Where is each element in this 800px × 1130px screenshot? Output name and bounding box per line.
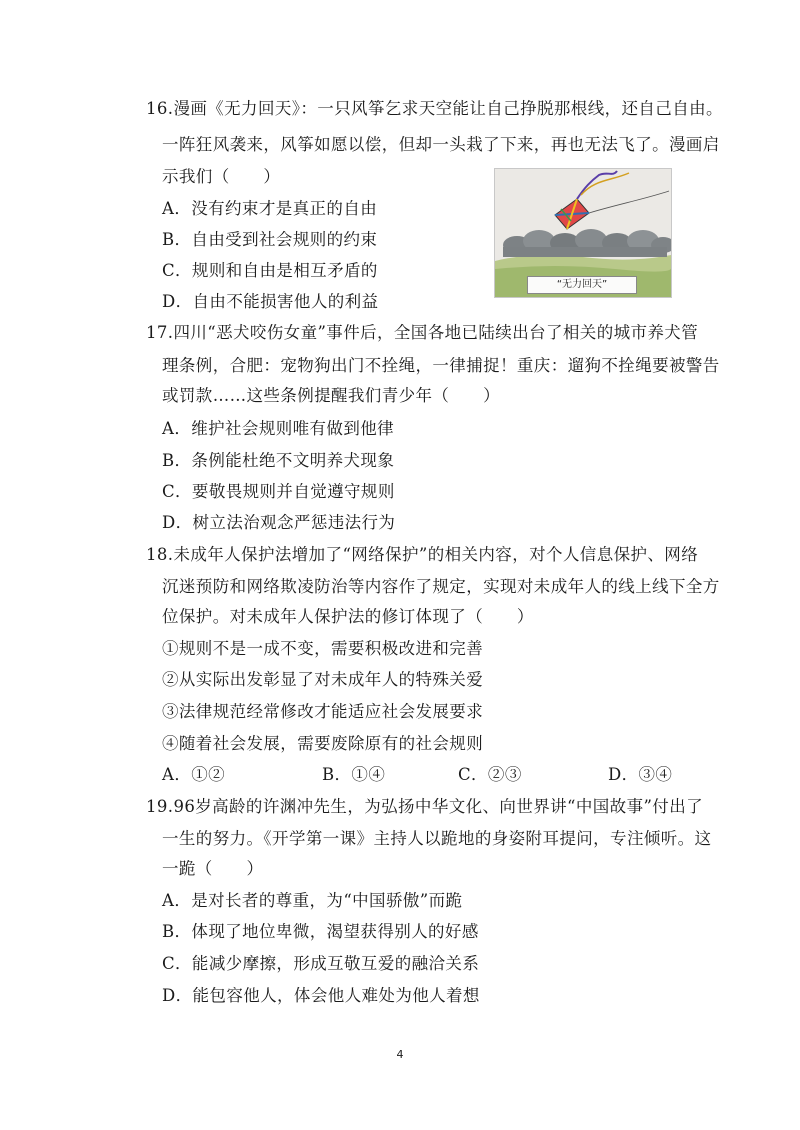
- q17-stem-line-3: 或罚款……这些条例提醒我们青少年（ ）: [162, 386, 500, 405]
- q17-stem-line-1: 17.四川“恶犬咬伤女童”事件后，全国各地已陆续出台了相关的城市养犬管: [146, 323, 699, 342]
- q18-statement-4: ④随着社会发展，需要废除原有的社会规则: [162, 734, 484, 753]
- q18-choice-b: B．①④: [322, 765, 386, 784]
- q18-stem-line-1: 18.未成年人保护法增加了“网络保护”的相关内容，对个人信息保护、网络: [146, 545, 699, 564]
- q18-choice-c: C．②③: [458, 765, 522, 784]
- q19-option-b: B．体现了地位卑微，渴望获得别人的好感: [162, 922, 479, 941]
- q17-option-c: C．要敬畏规则并自觉遵守规则: [162, 482, 395, 501]
- page-number: 4: [396, 1048, 404, 1061]
- q18-statement-2: ②从实际出发彰显了对未成年人的特殊关爱: [162, 670, 484, 689]
- q19-option-a: A．是对长者的尊重，为“中国骄傲”而跪: [162, 891, 463, 910]
- q18-stem-line-3: 位保护。对未成年人保护法的修订体现了（ ）: [162, 607, 534, 626]
- q17-stem-line-2: 理条例，合肥：宠物狗出门不拴绳，一律捕捉！重庆：遛狗不拴绳要被警告: [162, 356, 720, 375]
- q18-stem-line-2: 沉迷预防和网络欺凌防治等内容作了规定，实现对未成年人的线上线下全方: [162, 577, 720, 596]
- q19-stem-line-1: 19.96岁高龄的许渊冲先生，为弘扬中华文化、向世界讲“中国故事”付出了: [146, 797, 704, 816]
- q16-option-c: C．规则和自由是相互矛盾的: [162, 261, 378, 280]
- q16-stem-line-2: 一阵狂风袭来，风筝如愿以偿，但却一头栽了下来，再也无法飞了。漫画启: [162, 135, 720, 154]
- q19-stem-line-3: 一跪（ ）: [162, 859, 264, 878]
- q18-statement-1: ①规则不是一成不变，需要积极改进和完善: [162, 639, 484, 658]
- q16-option-d: D．自由不能损害他人的利益: [162, 292, 379, 311]
- cartoon-caption: “无力回天”: [527, 276, 637, 294]
- q17-option-a: A．维护社会规则唯有做到他律: [162, 419, 395, 438]
- q19-stem-line-2: 一生的努力。《开学第一课》主持人以跪地的身姿附耳提问，专注倾听。这: [162, 829, 712, 848]
- q18-choice-d: D．③④: [608, 765, 673, 784]
- q16-option-a: A．没有约束才是真正的自由: [162, 199, 378, 218]
- q17-option-b: B．条例能杜绝不文明养犬现象: [162, 451, 395, 470]
- q16-option-b: B．自由受到社会规则的约束: [162, 230, 378, 249]
- q17-option-d: D．树立法治观念严惩违法行为: [162, 513, 396, 532]
- q19-option-c: C．能减少摩擦，形成互敬互爱的融洽关系: [162, 954, 480, 973]
- q16-stem-line-3: 示我们（ ）: [162, 167, 281, 186]
- q19-option-d: D．能包容他人，体会他人难处为他人着想: [162, 986, 480, 1005]
- q16-stem-line-1: 16.漫画《无力回天》：一只风筝乞求天空能让自己挣脱那根线，还自己自由。: [146, 99, 723, 118]
- q18-choice-a: A．①②: [162, 765, 226, 784]
- kite-cartoon-image: [494, 168, 672, 298]
- q18-statement-3: ③法律规范经常修改才能适应社会发展要求: [162, 702, 484, 721]
